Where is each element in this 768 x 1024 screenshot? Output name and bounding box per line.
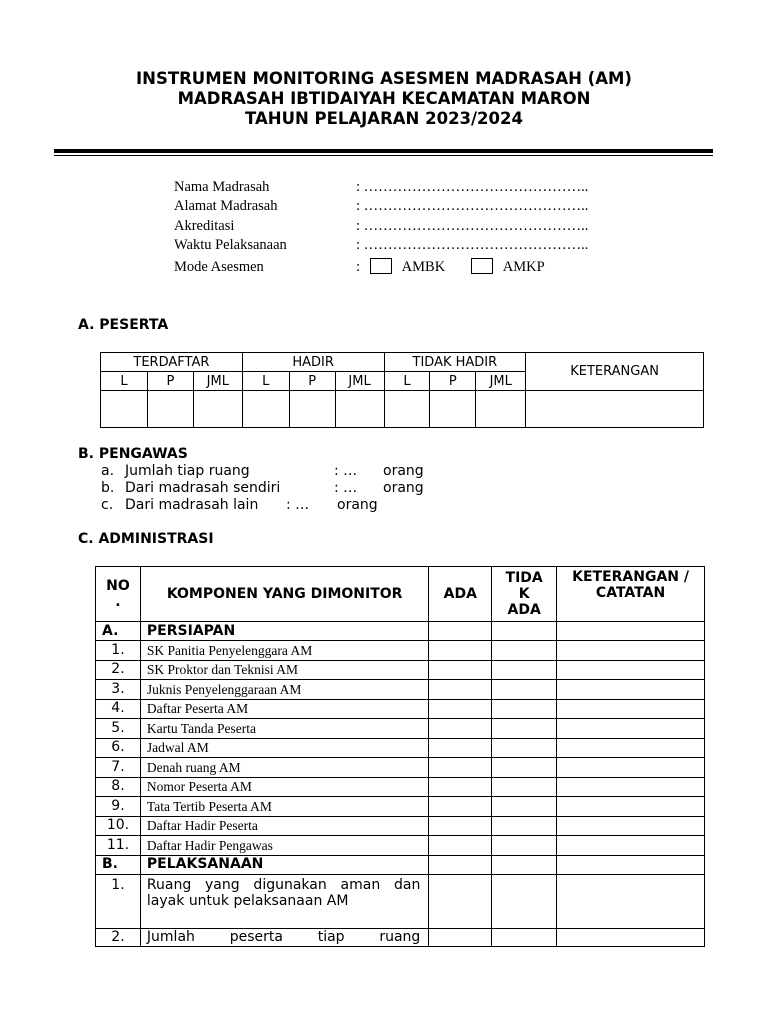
keterangan-cell[interactable] <box>557 641 705 661</box>
item-text: Dari madrasah sendiri <box>125 480 281 496</box>
header-tidak-ada: TIDA K ADA <box>492 567 557 622</box>
sub-col-jml: JML <box>476 372 526 391</box>
row-no: 4. <box>96 699 141 719</box>
header-komponen: KOMPONEN YANG DIMONITOR <box>140 567 428 622</box>
sub-col-l: L <box>242 372 289 391</box>
row-no: 9. <box>96 797 141 817</box>
mode-options <box>356 256 567 278</box>
ada-cell[interactable] <box>429 680 492 700</box>
section-heading-persiapan: PERSIAPAN <box>140 622 428 641</box>
item-text: Dari madrasah lain <box>125 497 259 513</box>
input-cell[interactable] <box>526 391 704 428</box>
info-label: Waktu Pelaksanaan <box>174 237 287 254</box>
ada-cell[interactable] <box>429 738 492 758</box>
tidak-ada-cell[interactable] <box>492 836 557 856</box>
tidak-ada-cell[interactable] <box>492 874 557 928</box>
section-b-title: B. PENGAWAS <box>78 446 188 462</box>
row-no: 2. <box>96 928 141 946</box>
row-komponen: Tata Tertib Peserta AM <box>140 797 428 817</box>
item-letter: a. <box>101 463 115 479</box>
keterangan-cell[interactable] <box>557 680 705 700</box>
info-value[interactable]: : ……………………………………….. <box>356 217 589 234</box>
tidak-ada-cell[interactable] <box>492 855 557 874</box>
header-no: NO . <box>96 567 141 622</box>
info-label: Akreditasi <box>174 217 235 234</box>
sub-col-l: L <box>384 372 430 391</box>
row-no: 7. <box>96 758 141 778</box>
ada-cell[interactable] <box>429 758 492 778</box>
tidak-ada-cell[interactable] <box>492 680 557 700</box>
row-no: 3. <box>96 680 141 700</box>
tidak-ada-cell[interactable] <box>492 622 557 641</box>
tidak-ada-cell[interactable] <box>492 928 557 946</box>
ada-cell[interactable] <box>429 928 492 946</box>
keterangan-cell[interactable] <box>557 836 705 856</box>
input-cell[interactable] <box>335 391 384 428</box>
ambk-checkbox[interactable] <box>370 258 392 274</box>
info-value[interactable]: : ……………………………………….. <box>356 237 589 254</box>
ada-cell[interactable] <box>429 777 492 797</box>
col-group-terdaftar: TERDAFTAR <box>101 353 243 372</box>
keterangan-cell[interactable] <box>557 758 705 778</box>
input-cell[interactable] <box>384 391 430 428</box>
tidak-ada-cell[interactable] <box>492 797 557 817</box>
item-letter: b. <box>101 480 115 496</box>
row-komponen: Juknis Penyelenggaraan AM <box>140 680 428 700</box>
sub-col-p: P <box>147 372 193 391</box>
row-komponen: Daftar Hadir Peserta <box>140 816 428 836</box>
row-no: 2. <box>96 660 141 680</box>
header-keterangan: KETERANGAN / CATATAN <box>557 567 705 622</box>
doc-title-line1: INSTRUMEN MONITORING ASESMEN MADRASAH (AM) <box>136 69 632 88</box>
col-group-hadir: HADIR <box>242 353 384 372</box>
tidak-ada-cell[interactable] <box>492 699 557 719</box>
ada-cell[interactable] <box>429 855 492 874</box>
keterangan-cell[interactable] <box>557 816 705 836</box>
keterangan-cell[interactable] <box>557 738 705 758</box>
row-komponen: Jadwal AM <box>140 738 428 758</box>
tidak-ada-cell[interactable] <box>492 719 557 739</box>
tidak-ada-cell[interactable] <box>492 777 557 797</box>
ada-cell[interactable] <box>429 660 492 680</box>
row-no: 1. <box>96 874 141 928</box>
tidak-ada-cell[interactable] <box>492 738 557 758</box>
info-value[interactable]: : ……………………………………….. <box>356 198 589 215</box>
sub-col-jml: JML <box>335 372 384 391</box>
mode-colon: : <box>356 258 361 275</box>
row-komponen: SK Proktor dan Teknisi AM <box>140 660 428 680</box>
item-value[interactable]: : … <box>286 497 310 513</box>
ada-cell[interactable] <box>429 719 492 739</box>
amkp-checkbox[interactable] <box>471 258 493 274</box>
input-cell[interactable] <box>476 391 526 428</box>
input-cell[interactable] <box>101 391 148 428</box>
info-value[interactable]: : ……………………………………….. <box>356 179 589 195</box>
keterangan-cell[interactable] <box>557 855 705 874</box>
input-cell[interactable] <box>242 391 289 428</box>
keterangan-cell[interactable] <box>557 928 705 946</box>
item-unit: orang <box>337 497 378 513</box>
item-unit: orang <box>383 480 424 496</box>
row-komponen: SK Panitia Penyelenggara AM <box>140 641 428 661</box>
section-no: B. <box>96 855 141 874</box>
tidak-ada-cell[interactable] <box>492 641 557 661</box>
input-cell[interactable] <box>193 391 242 428</box>
tidak-ada-cell[interactable] <box>492 816 557 836</box>
row-no: 5. <box>96 719 141 739</box>
keterangan-cell[interactable] <box>557 622 705 641</box>
header-rule-thin <box>54 155 713 156</box>
sub-col-p: P <box>430 372 476 391</box>
item-value[interactable]: : … <box>334 480 358 496</box>
tidak-ada-cell[interactable] <box>492 758 557 778</box>
keterangan-cell[interactable] <box>557 797 705 817</box>
item-value[interactable]: : … <box>334 463 358 479</box>
row-no: 8. <box>96 777 141 797</box>
sub-col-p: P <box>289 372 335 391</box>
info-label: Nama Madrasah <box>174 179 270 195</box>
row-komponen: Daftar Peserta AM <box>140 699 428 719</box>
item-text: Jumlah tiap ruang <box>125 463 250 479</box>
keterangan-cell[interactable] <box>557 874 705 928</box>
item-unit: orang <box>383 463 424 479</box>
input-cell[interactable] <box>289 391 335 428</box>
ada-cell[interactable] <box>429 874 492 928</box>
sub-col-l: L <box>101 372 148 391</box>
row-no: 6. <box>96 738 141 758</box>
peserta-table <box>100 352 704 428</box>
row-komponen-cell <box>140 928 428 946</box>
row-komponen: Ruang yang digunakan aman dan layak untuk pelaksanaan AM <box>140 874 428 928</box>
ada-cell[interactable] <box>429 622 492 641</box>
row-no: 11. <box>96 836 141 856</box>
ada-cell[interactable] <box>429 816 492 836</box>
keterangan-cell[interactable] <box>557 699 705 719</box>
tidak-ada-cell[interactable] <box>492 660 557 680</box>
ada-cell[interactable] <box>429 699 492 719</box>
row-komponen: Kartu Tanda Peserta <box>140 719 428 739</box>
row-komponen: Nomor Peserta AM <box>140 777 428 797</box>
input-cell[interactable] <box>147 391 193 428</box>
keterangan-cell[interactable] <box>557 660 705 680</box>
header-rule-thick <box>54 149 713 153</box>
ada-cell[interactable] <box>429 836 492 856</box>
section-c-title: C. ADMINISTRASI <box>78 531 214 547</box>
row-no: 1. <box>96 641 141 661</box>
section-a-title: A. PESERTA <box>78 317 169 333</box>
ada-cell[interactable] <box>429 797 492 817</box>
keterangan-cell[interactable] <box>557 719 705 739</box>
row-komponen: Daftar Hadir Pengawas <box>140 836 428 856</box>
section-no: A. <box>96 622 141 641</box>
input-cell[interactable] <box>430 391 476 428</box>
doc-title-line3: TAHUN PELAJARAN 2023/2024 <box>245 109 523 128</box>
col-keterangan: KETERANGAN <box>526 353 704 391</box>
keterangan-cell[interactable] <box>557 777 705 797</box>
amkp-option-label: AMKP <box>502 258 545 275</box>
ambk-option-label: AMBK <box>401 258 446 275</box>
col-group-tidak-hadir: TIDAK HADIR <box>384 353 526 372</box>
info-label: Mode Asesmen <box>174 258 264 275</box>
header-ada: ADA <box>429 567 492 622</box>
ada-cell[interactable] <box>429 641 492 661</box>
item-letter: c. <box>101 497 114 513</box>
row-komponen: Denah ruang AM <box>140 758 428 778</box>
row-no: 10. <box>96 816 141 836</box>
administrasi-table <box>95 566 705 947</box>
info-label: Alamat Madrasah <box>174 198 278 215</box>
section-heading-pelaksanaan: PELAKSANAAN <box>140 855 428 874</box>
sub-col-jml: JML <box>193 372 242 391</box>
doc-title-line2: MADRASAH IBTIDAIYAH KECAMATAN MARON <box>177 89 591 108</box>
row-komponen: Jumlah peserta tiap ruang <box>146 928 421 945</box>
